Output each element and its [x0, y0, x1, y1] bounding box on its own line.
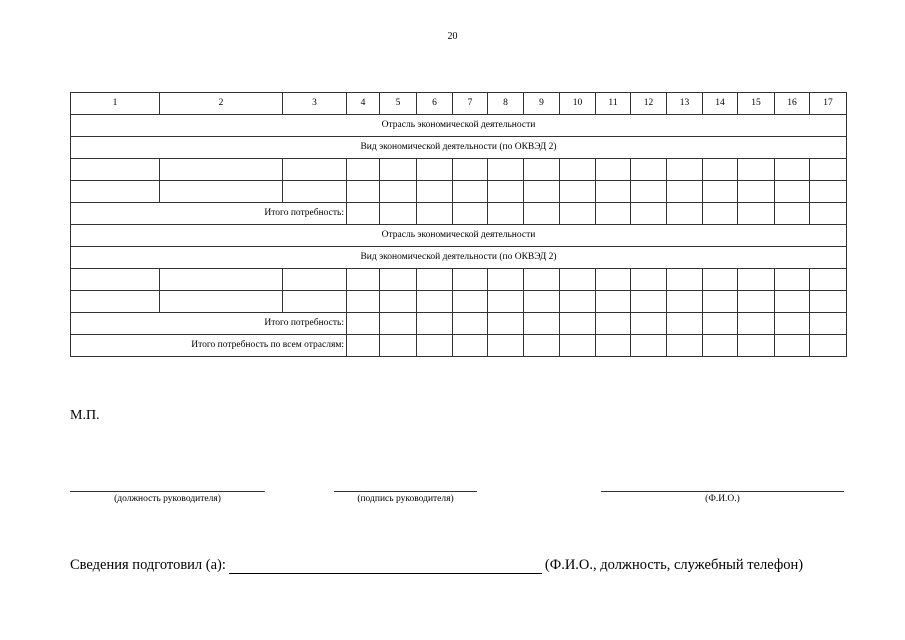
col-header-13: 13: [667, 93, 703, 115]
signature-caption: (подпись руководителя): [357, 494, 454, 504]
prepared-by-line: [70, 557, 803, 574]
grand-total-label: Итого потребность по всем отраслям:: [71, 335, 347, 357]
activity-row: [71, 247, 847, 269]
col-header-8: 8: [488, 93, 524, 115]
col-header-9: 9: [524, 93, 560, 115]
prepared-by-label: Сведения подготовил (а):: [70, 557, 226, 573]
prepared-by-hint: (Ф.И.О., должность, служебный телефон): [544, 557, 804, 573]
col-header-4: 4: [347, 93, 380, 115]
subtotal-label: Итого потребность:: [71, 313, 347, 335]
data-row: [71, 159, 847, 181]
col-header-14: 14: [703, 93, 738, 115]
prepared-by-field[interactable]: [229, 559, 542, 574]
needs-table: [70, 92, 847, 357]
stamp-label: М.П.: [70, 408, 100, 423]
activity-row: [71, 137, 847, 159]
subtotal-row: [71, 203, 847, 225]
col-header-17: 17: [810, 93, 847, 115]
name-signature-line[interactable]: [601, 491, 844, 492]
col-header-15: 15: [738, 93, 775, 115]
position-caption: (должность руководителя): [114, 494, 221, 504]
col-header-3: 3: [283, 93, 347, 115]
industry-row: [71, 225, 847, 247]
grand-total-row: [71, 335, 847, 357]
col-header-12: 12: [631, 93, 667, 115]
header-row: [71, 93, 847, 115]
data-row: [71, 291, 847, 313]
col-header-2: 2: [160, 93, 283, 115]
position-signature-line[interactable]: [70, 491, 265, 492]
subtotal-label: Итого потребность:: [71, 203, 347, 225]
col-header-5: 5: [380, 93, 417, 115]
data-row: [71, 269, 847, 291]
signature-line[interactable]: [334, 491, 477, 492]
col-header-16: 16: [775, 93, 810, 115]
col-header-1: 1: [71, 93, 160, 115]
name-caption: (Ф.И.О.): [705, 494, 740, 504]
industry-label: Отрасль экономической деятельности: [71, 225, 847, 247]
col-header-6: 6: [417, 93, 453, 115]
data-row: [71, 181, 847, 203]
industry-row: [71, 115, 847, 137]
col-header-10: 10: [560, 93, 596, 115]
col-header-11: 11: [596, 93, 631, 115]
activity-label: Вид экономической деятельности (по ОКВЭД 2): [71, 247, 847, 269]
subtotal-row: [71, 313, 847, 335]
page-number: 20: [447, 31, 458, 42]
col-header-7: 7: [453, 93, 488, 115]
activity-label: Вид экономической деятельности (по ОКВЭД 2): [71, 137, 847, 159]
industry-label: Отрасль экономической деятельности: [71, 115, 847, 137]
